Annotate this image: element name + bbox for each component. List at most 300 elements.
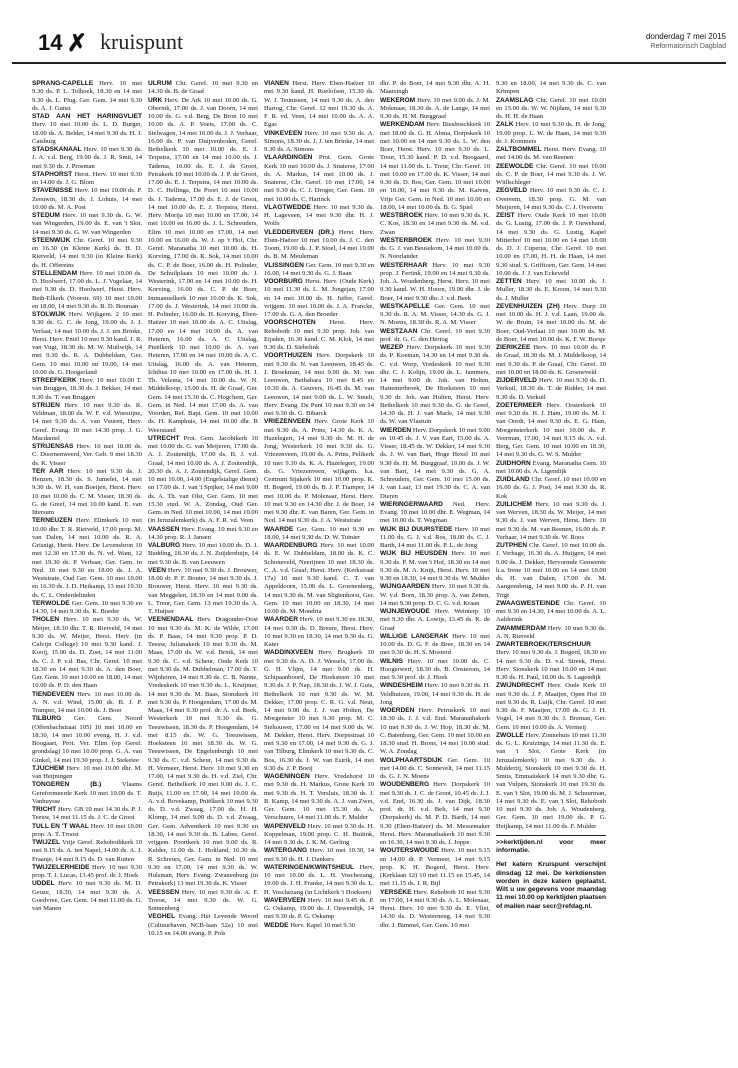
service-times: Herv. Rehoboth 10 mei 9.30 en 17.00, 14 mei 9.30 ds. A. L. Molenaar, Herst. Herv. 10 mei 9.30 ds. E. Vliet, 14.30 ds. D. Westerneng, 14 mei 9.30 dhr. J. Bimmel, Ger. Gem. 10 mei	[380, 888, 490, 929]
kerktijden-link[interactable]: >>kerktijden.nl voor meer informatie.	[496, 838, 606, 854]
listing-entry	[32, 171, 142, 188]
service-times: Chr. Geref. 10 mei 9.30 prof. dr. G. C. den Hertog	[380, 327, 490, 343]
place-name: TWIJZEL	[32, 839, 61, 846]
listing-entry	[32, 402, 142, 443]
listing-entry	[264, 616, 374, 649]
service-times: Herv. Grote Kerk 10 mei 9.30 ds. A. Prins, 14.30 ds. K. A. Hazelegert, 14 mei 9.30 ds. M. H. de Jong, Westerkerk 10 mei 9.30 ds. G. Vriezenveen, 19.00 ds. A. Prins, Pelikerk 10 mei 9.30 ds. K. A. Hazelegert, 19.00 ds. G. Vriezenveen, wijkgem. h.a. Centrum Sijakerk 10 mei 10.00 prop. K. H. Bogerd, 19.00 ds. B. J. P. Tramper, 14 mei 10.00 ds. P. Molenaar, Herst. Herv. 10 mei 9.30 en 14.30 dhr. J. de Boer, 14 mei 9.30 dhr. E. van Baren, Ger. Gem. in Ned. 14 mei 9.30 ds. J. A. Weststrate	[264, 418, 374, 525]
listing-entry	[264, 262, 374, 279]
place-name: WAARDENBURG	[264, 542, 318, 549]
service-times: Prot. Gem. Grote Kerk 10 mei 10.00 ds. J. Snaterse, 17.00 ds. A. Markus, 14 mei 10.00 ds. J. Snaterse, Chr. Geref. 10 mei 17.00, 14 mei 9.30 ds. C. J. Droger, Ger. Gem. 10 mei 10.00 ds. C. Harinck	[264, 154, 374, 203]
service-times: Herv. 10 mei 9.15 en 14.00 dr. P. Vermeer, 14 mei 9.15 prop. K. H. Bogerd, Herst. Herv. (Kerklaan 12) 10 mei 11.15 en 15.45, 14 mei 11.15 ds. J. R. Bijl	[380, 847, 490, 888]
publication-notice: Het katern Kruispunt verschijnt dinsdag 12 mei. De kerkdiensten worden in deze katern geplaatst. Wilt u uw gegevens voor maandag 11 mei 10.00 op kerktijden plaatsen of mailen naar secr@refdag.nl.	[496, 861, 606, 910]
service-times: Herv. Oude Kerk 10 mei 10.00 ds. G. Lustig, 17.00 ds. J. P. Ouwehand, 14 mei 9.30 ds. G. Lustig, Kapel Mitterhof 10 mei 10.00 en 14 mei 10.00 ds. D. J. Cuperus, Chr. Geref. 10 mei 10.00 en 17.00, H. H. de Haan, 14 mei 9.30 stud. S. Griffioen, Ger. Gem. 14 mei 10.00 ds. J. J. van Eckeveld	[496, 212, 606, 277]
service-times: Herv. 10 mei 10.00 ds. P. Zeeuwin, 18.30 ds. J. Lohuis, 14 mei 10.00 ds. M. A. Post	[32, 187, 142, 211]
place-name: VLISSINGEN	[264, 261, 304, 269]
service-times: Herv. 10 mei 10.00 ds. D. G. F. de Bree, 18.30 en 14 mei 9.30 ds. H. S. Mosterd	[380, 632, 490, 657]
listing-entry	[32, 691, 142, 716]
place-name: VOORSCHOTEN	[264, 319, 316, 327]
service-times: Evang. Het Levende Woord (Cultuurhaven NCB-laan 52a) 10 mei 10.15 en 14.00 evang. P. Pols	[148, 913, 258, 937]
listing-entry	[380, 550, 490, 583]
service-times: Evang. Maranatha Gem. 10 mei 10.00 ds. A. Ligendijk	[496, 459, 606, 475]
place-name: STELLENDAM	[32, 269, 78, 277]
place-name: STEENWIJK	[32, 236, 71, 244]
listing-entry	[32, 113, 142, 146]
listing-entry	[32, 880, 142, 913]
place-name: URK	[148, 96, 163, 104]
place-name: WILLIGE LANGERAK	[380, 632, 449, 640]
listing-entry	[148, 616, 258, 888]
listing-entry	[496, 303, 606, 344]
listing-entry	[496, 732, 606, 831]
place-name: TWIJZELERHEIDE	[32, 863, 90, 871]
place-name: WESTERHAAR	[380, 261, 428, 269]
listing-entry	[32, 270, 142, 311]
place-name: VINKEVEEN	[264, 129, 303, 137]
service-times: Herv. 10 mei 9.30 ds. W. v.d. Born, 18.30 prop. A. van Zetten, 14 mei 9.30 prop. D. C. G. v.d. Kraan	[380, 583, 490, 607]
place-name: WESTBROEK	[380, 212, 423, 219]
listing-entry	[264, 649, 374, 773]
listing-entry	[496, 121, 606, 146]
service-times: Herv. Dorpskerk 10 mei 9.30 ds. P. Koeman, 14.30 en 14 mei 9.30 ds. C. v.d. Worp, Vredeskerk 10 mei 9.30 dhr. C. J. Kolijn, 19.00 ds. L. Jammers, 14 mei 9.00 dr. Joh. van Holten, Hattemerbroek, De Hoeksteen 10 mei 9.30 dr. Joh. van Holten, Herst. Herv. Bethelkerk 10 mei 9.30 ds. G. de Greef, 14.30 ds. H. J. van Marle, 14 mei 9.30 ds. W. van Vlastuin	[380, 344, 490, 426]
listing-entry	[32, 468, 142, 518]
listing-entry	[496, 146, 606, 163]
place-name: ZWAMMERDAM	[496, 624, 546, 632]
service-times: Herst. Herv. Rehoboth 10 mei 9.30 prop. Joh. van Eijsden, 16.30 kand. C. M. Klok, 14 mei 9.30 ds. D. Siebelink	[264, 319, 374, 351]
listing-entry	[264, 526, 374, 543]
listing-entry	[380, 80, 490, 97]
service-times: Ger. Gem. 10 mei 9.30 en 14.30, 14 mei 9.30 ds. K. Boeder	[32, 599, 142, 615]
listing-column	[496, 80, 606, 1060]
service-times: Chr. Geref. 10 mei 9.30 en 14.30, 14 mei 10.00 ds. A. L. Aalderink	[496, 599, 606, 624]
service-times: Herv. Wijkgem. 2 10 mei 9.30 ds. G. C. de Jong, 19.00 ds. J. J. Verlaat, 14 mei 10.00 ds. J. J. ten Brinke, Herst. Herv. Pniël 10 mei 9.30 kand. J. R. van Vugt, 18.30 ds. M. W. Muilwijk, 14 mei 9.30 ds. R. A. Dubbeldam, Ger. Gem. 10 mei 10.00 en 19.00, 14 mei 10.00 ds. G. Hoogerland	[32, 311, 142, 376]
place-name: WOUTERSWOUDE	[380, 847, 439, 855]
place-name: WOLPHAARTSDIJK	[380, 756, 443, 764]
service-times: Herv. 10 mei 9.30 ds. D. Verkuil, 18.30 ds. T. de Ridder, 14 mei 9.30 ds. D. Verkuil	[496, 377, 606, 401]
listing-entry	[380, 583, 490, 608]
listing-entry	[32, 765, 142, 782]
service-times: Herv. Brugkerk 10 mei 9.30 ds. A. D. J. Wessels, 17.00 ds. G. H. Vlijm, 14 mei 9.00 ds. H. Schipaanboord, De Hoeksteen 10 mei 9.30 ds. J. P. Nap, 18.30 ds. J. W. J. Guis, Bethelkerk 10 mei 9.30 ds. W. M. Dekker, 17.00 prop. C. R. G. v.d. Neut, 14 mei 9.00 ds. J. J. van Holten, De Morgenster 10 mei 9.30 prop. M. C. Stehouwer, 17.00 en 14 mei 9.00 ds. W. M. Dekker, Herst. Herv. Dorpsstraat 10 mei 9.30 en 17.00, 14 mei 9.30 ds. G. J. van Tilburg, Elimkerk 10 mei 9.30 ds. C. Bos, 16.30 ds. J. W. van Estrik, 14 mei 9.30 ds. J. P. Boeij	[264, 649, 374, 772]
listing-entry	[264, 847, 374, 864]
listing-entry	[32, 517, 142, 600]
listing-entry	[380, 682, 490, 707]
listing-entry	[380, 212, 490, 237]
service-times: Herv. Oude Kerk 10 mei 9.30 ds. J. F. Maaijen, Open Hof 10 mei 9.30 ds. R. Luijk, Chr. Geref. 10 mei 9.30 ds. F. Maaijen, 17.00 ds. G. J. H. Vogel, 14 mei 9.30 ds. J. Breman, Ger. Gem. 10 mei 10.00 ds. A. Vermeij	[496, 682, 606, 731]
service-times: Herv. 10 mei 9.30 ds. A. N. Rietveld	[496, 624, 606, 640]
place-name: WAARDE	[264, 525, 294, 533]
listing-entry	[32, 187, 142, 212]
place-name: WIJNJEWOUDE	[380, 608, 430, 615]
listing-entry	[264, 154, 374, 204]
header-divider	[12, 62, 726, 64]
listing-entry	[32, 146, 142, 171]
place-name: YERSEKE	[380, 888, 412, 896]
service-times: Herv. Vredehorst 10 mei 9.30 ds. H. Markus, Grote Kerk 10 mei 9.30 ds. H. T. Versluis, 18.30 ds. J. B. Kamp, 14 mei 9.30 ds. A. J. van Zwet, Ger. Gem. 10 mei 15.30 ds. A. Verschuure, 14 mei 11.00 ds. F. Mulder	[264, 773, 374, 822]
service-times: Herv. 10 mei 9.30 ds. J. van Werven, 18.30 ds. W. Meijer, 14 mei 9.30 ds. J. van Werven, Herst. Herv. 10 mei 9.30 ds. M. van Reenen, 16.00 ds. P. Verhaar, 14 mei 9.30 ds. W. Roos	[496, 500, 606, 541]
listing-entry	[380, 344, 490, 427]
place-name: VLAGTWEDDE	[264, 203, 311, 211]
place-name: WOERDEN	[380, 707, 415, 714]
service-times: Herv. 10 mei 10.00 prop. A. T. Troost	[32, 822, 142, 838]
service-times: Herst. Herv. Eben-Haëzer 10 mei 9.30 kand. H. Roelofsen, 15.30 ds. W. J. Teunissen, 14 mei 9.30 ds. A. den Hartog, Chr. Geref. 12 mei 19.30 ds. A. F. R. vd. Veen, 14 mei 10.00 ds. A. A. Egas	[264, 80, 374, 129]
service-times: Herv. 10 mei 10.00 ds. L. D. Burger, 18.00 ds. A. Belder, 14 mei 9.30 ds. H. J. Catsburg	[32, 121, 142, 145]
place-name: VRIEZENVEEN	[264, 418, 311, 426]
listing-entry	[148, 913, 258, 938]
section-logo-icon: ✗	[67, 30, 88, 57]
place-name: WIJK BIJ DUURSTEDE	[380, 525, 453, 533]
listing-entry	[496, 344, 606, 377]
listing-entry	[32, 839, 142, 864]
place-name: WESTZAAN	[380, 327, 418, 335]
listing-entry	[32, 212, 142, 237]
place-name: WIERINGERWAARD	[380, 500, 443, 508]
service-times: Chr. Geref. 10 mei 10.00 en 15.00 ds. W. W. Nijdam, 14 mei 9.30 ds. H. H. de Haan	[496, 96, 606, 120]
listing-entry	[264, 922, 374, 930]
service-times: Herv. De Ark 10 mei 10.00 ds. G. Oberink, 17.00 ds. J. van Doorn, 14 mei 10.00 ds. G. v.d. Berg, De Bron 10 mei 10.00 ds. A. P. Voets, 17.00 ds. C. Stelwagen, 14 mei 10.00 ds. J. J. Verhaar, 16.00 ds. P. van Duijvenboden, Geref. Bethelkerk 10 mei 10.00 ds. E. J. Terpstra, 17.00 en 14 mei 10.00 ds. J. Tadema, 16.00 ds. E. J. de Groot, Petrakerk 10 mei 10.00 ds. J. P. de Groot, 17.00 ds. E. J. Terpstra, 14 mei 10.00 ds. D. C. Hellinga, De Poort 10 mei 10.00 ds. J. Tadema, 17.00 ds. E. J. de Groot, 14 mei 10.00 ds. E. J. Terpstra, Herst. Herv. Morija 10 mei 10.00 en 17.00, 14 mei 10.00 en 16.00 ds. J. L. Schreuders, Elim 10 mei 10.00 en 17.00, 14 mei 10.00 en 16.00 ds. W. J. op 't Hof, Chr. Geref. Maranatha 10 mei 10.00 ds. H. Korving, 17.00 ds. K. Sok, 14 mei 10.00 ds. C. P. de Boer, 16.00 ds. H. Polinder, De Schuilplaats 10 mei 10.00 ds. J. Westerink, 17.00 en 14 mei 10.00 ds. H. Korving, 16.00 ds. C. P. de Boer, Immanuelkerk 10 mei 10.00 ds. K. Sok, 17.00 ds. J. Westerink, 14 mei 10.00 ds. H. Polinder, 16.00 ds. H. Korving, Eben-Haëzer 10 mei 10.00 ds. A. C. Uitslag, 17.00 en 14 mei 10.00 ds. A. van Heteren, 16.00 ds. A. C. Uitslag, Pniëlkerk 10 mei 10.00 ds. A. van Heteren, 17.00 en 14 mei 10.00 ds. A. C. Uitslag, 16.00 ds. A. van Heteren, Ichthus 10 mei 10.00 en 17.00 ds. H. J. Th. Velema, 14 mei 10.00 ds. W. N. Middelkoop, 15.00 ds. H. de Graaf, Ger. Gem. 14 mei 15.30 ds. C. Hogchem, Ger. Gem. in Ned. 14 mei 17.00 ds. A. van Voorden, Ref. Bapt. Gem. 10 mei 10.00 ds. H. Kamphuis, 14 mei 10.00 dhr. R Weerstand	[148, 96, 258, 434]
place-name: WATERGANG	[264, 847, 308, 855]
service-times: Herv. Petruskerk 10 mei 18.30 ds. J. J. v.d. End. Maranathakerk 10 mei 9.30 ds. J. W. Hop, 18.30 ds. M. C. Batenburg, Ger. Gem. 10 mei 10.00 en 18.30 stud. H. Brons, 14 mei 10.00 stud. W. A. Zondag	[380, 707, 490, 756]
service-times: Herv. 10 mei 10.00 ds. J. Muller, 18.30 ds. E. Kroon, 14 mei 9.30 ds. J. Muller	[496, 278, 606, 302]
listing-entry	[148, 567, 258, 617]
service-times: Herv. 10 mei 9.30 ds. J. Bogerd, 18.30 en 14 mei 9.30 ds. D. v.d. Streek, Herst. Herv. Sionskerk 10 mei 10.00 en 14 mei 9.30 ds. H. Paul, 18.00 ds. S. Lagendijk	[496, 649, 606, 681]
place-name: VAASSEN	[148, 525, 180, 533]
service-times: Herv. 10 mei 9.30 ds. A. Simons, 18.30 ds. J. J. ten Brinke, 14 mei 9.30 ds. A. Simons	[264, 129, 374, 153]
listing-entry	[264, 773, 374, 823]
service-times: Chr. Geref. 10 mei 9.30 en 16.30 (in Kleine Kerk) ds. H. D. Rietveld, 14 mei 9.30 (in Kleine Kerk) ds. H. Offereins	[32, 236, 142, 269]
service-times: Vrije Geref. Rehobothkerk 10 mei 9.15 ds. A. ten Napel, 14.00 ds. A. J. Fraanje, 14 mei 9.15 ds. D. van Ruiten	[32, 839, 142, 863]
service-times: Herv. 10 mei 9.30 ds. W. Meijer, 18.30 dhr. T. R. Rietveld, 14 mei 9.30 ds. W. Meijer, Herst. Herv. (in Calvijn College) 10 mei 9.30 kand. J. Kooij, 15.00 ds. D. Zoet, 14 mei 11.00 ds. C. J. P. v.d. Bas, Chr. Geref. 10 mei 18.30 en 14 mei 9.30 ds. A. den Boer, Ger. Gem. 10 mei 10.00 en 18.00, 14 mei 10.00 ds. P. D. den Haan	[32, 616, 142, 690]
listing-entry	[32, 823, 142, 840]
listing-entry	[264, 352, 374, 418]
place-name: THOLEN	[32, 616, 60, 624]
service-times: Chr. Geref. 10 mei 9.30 en 14.30 ds. B. de Graaf	[148, 80, 258, 96]
service-times: Herv. 10 mei 9.45 ds. P. G. Oskamp, 19.00 ds. J. Ouwendijk, 14 mei 9.30 ds. P. G. Oskamp	[264, 896, 374, 921]
service-times: Herv. Dorpskerk 10 mei 9.00 en 10.45 ds. J. V. van Eart, 15.00 ds. A. Visser, 18.45 ds. W. Dekker, 14 mei 9.30 ds. J. W. van Bart, Hoge Hexel 10 mei 9.30 ds. H. M. Burggraaf, 19.00 ds. J. W. van Bart, 14 mei 9.30 ds. G. A. Schreuders, Ger. Gem. 10 mei 15.00 ds. J. van Laar, 13 mei 19.30 ds. C. A. van Dieren	[380, 426, 490, 500]
place-name: ULRUM	[148, 80, 172, 87]
listing-entry	[380, 889, 490, 930]
place-name: UTRECHT	[148, 434, 180, 442]
place-name: TER AAR	[32, 467, 64, 475]
listing-entry	[380, 526, 490, 551]
service-times: Herst. Herv. 10 mei 9.30 en 14.00 ds. J. G. Blom	[32, 170, 142, 186]
service-times: Herv. 10 mei 10.00 ds. D. Hoolwerf, 17.00 ds. L. J. Vogelaar, 14 mei 9.30 ds. D. Hoolwerf, Herst. Herv. Beth-Elkerk (Voorstr. 69) 10 mei 10.00 en 18.00, 14 mei 9.30 ds. B. D. Bouman	[32, 269, 142, 310]
service-times: Herv. 10 mei 9.30 prop. T. J. Lucas, 13.45 prof. dr. J. Hoek	[32, 863, 142, 879]
service-times: Herv. 10 mei 10.00 ds. E. W. Dubbeldam, 18.00 ds. K. C. Schoneveld, Neerijnen 10 mei 18.30 ds. C. A. v.d. Graaf, Herst. Herv. (Kerkstraat 17a) 10 mei 9.30 kand. C. T. van Appeldoorn, 15.00 ds. L. Groenenberg, 14 mei 9.30 ds. M. van Sligtenhorst, Ger. Gem. 10 mei 10.00 en 18.30, 14 mei 10.00 ds. M. Mondria	[264, 542, 374, 615]
service-times: Herv. 10 mei 9.30 ds. H. Koppelman, 19.00 prop. C. H. Buitink, 14 mei 9.30 ds. J. K. M. Gerling	[264, 822, 374, 846]
listing-entry	[380, 262, 490, 303]
service-times: Herv. 10 mei 9.30 en 18.30, 14 mei 9.30 ds. D. Breure, Herst. Herv. 10 mei 9.30 en 18.30, 14 mei 9.30 ds. G. Kater	[264, 616, 374, 648]
service-times: Herv. 10 mei 9.30 ds. J. Henzen, 18.30 ds. S. Jumelet, 14 mei 9.30 ds. W. H. van Boeijen, Herst. Herv. 10 mei 10.00 ds. C. M. Visser, 18.30 ds. G. de Greef, 14 mei 10.00 kand. E. van Ittersum	[32, 467, 142, 516]
place-name: TERNEUZEN	[32, 517, 73, 525]
listing-entry	[380, 121, 490, 212]
service-times: Herv. 10 mei 9.00 ds. J. M. Molenaar, 18.30 ds. A. de Lange, 14 mei 9.30 ds. H. M. Burggraaf	[380, 96, 490, 120]
listing-entry	[32, 311, 142, 377]
listing-entry	[32, 377, 142, 402]
service-times: Herst. Herv. (Oude Kerk) 10 mei 11.30 ds. L. M. Jongejan, 17.00 en 14 mei 10.00 ds. H. Juffer, Geref. vrijgem. 10 mei 10.00 ds. J. A. Francke, 17.00 ds. G. A. den Broeder	[264, 278, 374, 318]
place-name: VEGHEL	[148, 913, 176, 921]
place-name: VEESSEN	[148, 888, 180, 896]
place-name: TRICHT	[32, 806, 57, 813]
listing-entry	[32, 864, 142, 881]
place-name: VEEN	[148, 566, 166, 574]
listing-entry	[380, 633, 490, 658]
section-title: kruispunt	[100, 29, 184, 54]
place-name: TILBURG	[32, 715, 62, 723]
service-times: Ger. Gem. Noord (Offenbachstraat 105) 10 mei 10.00 en 18.30, 14 mei 10.00 eveng. H. J. v.d. Boogaart, Prot. Ver. Elim (op Geref. grondslag) 10 mei 10.00 prop. G. A. van Ginkel, 14 mei 19.30 prop. J. J. Steketee	[32, 715, 142, 764]
service-times: Herv. 10 mei 10.00 ds. A. N. v.d. Wind, 15.00 ds. B. J. P. Tramper, 14 mei 10.00 ds. J. Boer	[32, 690, 142, 714]
service-times: Herv. Oosterkerk 10 mei 9.30 ds. H. J. Ham, 19.00 ds. M. J. van Oordt, 14 mei 9.30 ds. E. G. Ham, Morgensterkerk 10 mei 10.00 ds. P. Veerman, 17.00, 14 mei 9.15 ds. A. v.d. Berg, Ger. Gem. 10 mei 10.00 en 18.30, 14 mei 9.30 ds. G. W. S. Mulder	[496, 401, 606, 459]
listing-entry	[496, 278, 606, 303]
listing-entry	[148, 889, 258, 914]
place-name: WESTERBROEK	[380, 236, 433, 244]
place-name: WILNIS	[380, 657, 404, 665]
listing-entry	[380, 97, 490, 122]
place-name: WAPENVELD	[264, 822, 306, 830]
service-times: Ger. Gem. 10 mei 9.30 ds. R. A. M. Visser, 14.30 ds. G. J. N. Moens, 18.30 ds. R. A. M. Visser	[380, 302, 490, 327]
place-name: ZWOLLE	[496, 731, 524, 739]
place-name: ZUIDLAND	[496, 476, 530, 483]
service-times: Herv. 10 mei 9.30 ds. H. Veldhuizen, 19.00, 14 mei 9.30 ds. H. de Jong	[380, 682, 490, 706]
service-times: Prot. Gem. Jacobikerk 10 mei 10.00 ds. G. van Meijeren, 17.00 ds. A. J. Zoutendijk, 17.00 ds. B. J. v.d. Graaf, 14 mei 10.00 ds. A. J. Zoutendijk, 20.30 ds. A. J. Zoutendijk, Geref. Gem. 10 mei 10.00, 14.00 (Engelstalige dienst) en 17.00 ds. J. van 't Spijker, 14 mei 9.00 ds. A. Th. van Olst, Ger. Gem. 10 mei 15.30 stud. W. A. Zondag, Oud Ger. Gem. in Ned. 10 mei 10.00, 14 mei 10.00 (in Jeruzalemkerk) ds. A. F. R. vd. Veen	[148, 434, 258, 525]
place-name: VLEDDERVEEN (DR.)	[264, 228, 335, 236]
page-number: 14	[38, 30, 63, 55]
listing-entry	[264, 80, 374, 130]
place-name: VLAARDINGEN	[264, 154, 313, 162]
listing-entry	[32, 80, 142, 113]
service-times: Herv. Kapel 10 mei 9.30	[290, 921, 355, 929]
listing-entry	[264, 130, 374, 155]
listing-entry	[496, 187, 606, 212]
service-times: Herst. Herv. Evang. 10 mei 14.00 ds. M. van Reenen	[496, 146, 606, 162]
place-name: WIJNGAARDEN	[380, 583, 430, 591]
service-times: Herv. 10 mei 9.30 ds. K. C. Kos, 18.30 en 14 mei 9.30 ds. M. v.d. Zwan	[380, 212, 490, 236]
service-times: Herv. 10 mei 10.00 ds. L. H. Voschezang, 19.00 ds. J. H. Franke, 14 mei 9.30 ds. L. H. Voschezang (in Lichtkerk 't Hoeksen)	[264, 863, 374, 896]
listing-entry	[496, 163, 606, 188]
listing-entry	[496, 402, 606, 460]
listing-entry	[148, 542, 258, 567]
service-times: Herv. Dorpskerk 10 mei 9.30 ds. J. C. de Groot, 10.45 ds. J. J. v.d. End, 16.30 ds. J. van Dijk, 18.30 prof. dr. H. v.d. Belt, 14 mei 9.30 (Dorpskerk) ds. M. P. D. Barth, 14 mei 9.30 (Eben-Haëzer) ds. M. Messemaker Herst. Herv. Maranathakerk 10 mei 9.30 en 16.30, 14 mei 9.30 ds. J. Joppe	[380, 781, 490, 846]
place-name: WEKEROM	[380, 96, 416, 104]
service-times: Herst. Herv. Eben-Haëzer 10 mei 10.00 ds. J. C. den Toom, 19.00 ds. J. P. Stoel, 14 mei 10.00 ds. B. M. Meuleman	[264, 228, 374, 261]
listing-entry	[32, 237, 142, 270]
place-name: STAVENISSE	[32, 187, 73, 195]
place-name: STREEFKERK	[32, 377, 77, 384]
service-times: Herv. 10 mei 10.00 T. van Bruggen, 18.30 ds. J. Bekker, 14 mei 9.30 ds. T. van Bruggen	[32, 377, 142, 401]
listing-entry	[32, 600, 142, 617]
listing-entry	[264, 542, 374, 616]
service-times: Herv. 10 mei 9.30 ds. J. A. v.d. Berg, 19.00 ds. J. R. Smit, 14 mei 9.30 ds. J. Prosman	[32, 146, 142, 170]
place-name: ZUTPHEN	[496, 542, 528, 549]
listing-entry	[496, 80, 606, 97]
listing-column	[264, 80, 374, 1060]
place-name: WAGENINGEN	[264, 773, 310, 780]
service-times: Herv. Evang. 10 mei 9.30 en 14.30 prop. R. J. Jansen	[148, 525, 258, 541]
listing-column	[148, 80, 258, 1060]
place-name: SPRANG-CAPELLE	[32, 80, 94, 87]
service-times: Herv. 10 mei 9.30 ds. M. D. Geuze, 18.30, 14 mei 9.30 ds. A. Goedvree, Ger. Gem. 14 mei 11.00 ds. G. van Manen	[32, 880, 142, 912]
place-name: STRIJENSAS	[32, 443, 74, 450]
listing-entry	[32, 715, 142, 765]
newspaper-name: Reformatorisch Dagblad	[650, 43, 726, 50]
service-times: Herv. 10 mei 10.00 ds. C. Hoogerwerf, 18.30 ds. B. Oosterom, 14 mei 9.30 prof. dr. J. Hoek	[380, 657, 490, 681]
place-name: WEDDE	[264, 921, 289, 929]
place-name: WINDESHEIM	[380, 682, 423, 690]
service-times: Herv. Dorp 10 mei 10.00 ds. H. J. v.d. Laan, 19.00 ds. W. de Bruin, 14 mei 10.00 ds. M. de Boer, Oud-Verlaat 10 mei 10.00 ds. M. de Boer, 14 mei 10.00 ds. K. F. W. Borsje	[496, 302, 606, 343]
service-times: Herv. 10 mei 9.30 ds. P. M. van 't Hof, 18.30 en 14 mei 9.30 ds. M. A. Knijt, Herst. Herv. 10 mei 9.30 en 18.30, 14 mei 9.30 ds. W. Mulder	[380, 550, 490, 582]
listing-entry	[496, 460, 606, 477]
page-header	[12, 26, 726, 60]
place-name: WATERINGEN/KWINTSHEUL	[264, 863, 354, 871]
place-name: WIERDEN	[380, 426, 412, 434]
place-name: ZEIST	[496, 212, 515, 219]
listing-entry	[264, 319, 374, 352]
service-times: Herv. 10 mei 9.30 ds. A. F. Troost, 14 mei 9.30 ds. W. G. Sonnenberg	[148, 888, 258, 912]
listing-entry	[380, 608, 490, 633]
place-name: ZUIDHORN	[496, 459, 531, 467]
listing-entry	[32, 616, 142, 690]
service-times: Chr. Geref. 10 mei 10.00 ds. J. Verhage, 16.30 ds. A. Huijgen, 14 mei 9.00 ds. J. Dekker, Hervormde Gemeente h.a. Irene 10 mei 10.00 en 14 mei 10.00 ds. H. van Dalen, 17.00 ds. M. Aangeenbrug, 14 mei 9.00 ds. P. H. van Trigt	[496, 542, 606, 599]
service-times: Chr. Geref. 10 mei 10.00 en 16.00 ds. G. J. Post, 14 mei 9.30 ds. R. Kok	[496, 476, 606, 500]
service-times: 9.30 en 18.00, 14 mei 9.30 ds. C. van Krimpen	[496, 80, 606, 96]
listing-entry	[32, 806, 142, 823]
service-times: Herv. 10 mei 9.30 ds. C. J. Overeem, 18.30 prop. G. M. van Meijeren, 14 mei 9.30 ds. C. J. Overeem	[496, 187, 606, 211]
listing-entry	[148, 97, 258, 435]
listing-entry	[496, 501, 606, 542]
service-times: Herv. 10 mei 9.30 prop. J. Fertink, 19.00 en 14 mei 9.30 ds. Joh. A. Woudenberg, Herst. Herv. 10 mei 9.30 kand. W. H. Hoorn, 19.00 dhr. J. de Boer, 14 mei 9.30 dhr. J. v.d. Beek	[380, 261, 490, 302]
service-times: Chr. Geref. 10 mei 10.00 ds. C. P. de Boer, 14 mei 9.30 ds. J. W. Wüllschleger	[496, 162, 606, 186]
service-times: Herv. Elimkerk 10 mei 10.00 dhr. T. R. Rietveld, 17.00 prop. M. van Dalen, 14 mei 10.00 ds. R. A. Grisnigt, Herst. Herv. De Levensbron 10 mei 12.30 en 17.30 ds. N. vd. Want, 12 mei 19.30 ds. P. Verhaar, Ger. Gem. in Ned. 10 mei 9.30 en 18.00 ds. J. A. Weststrate, Oud Ger. Gem. 10 mei 10.00 en 16.30 ds. J. D. Heikamp, 13 mei 19.30 ds. C. L. Onderdelinden	[32, 517, 142, 599]
service-times: Herv. 10 mei 9.30 ds. R. Veldman, 18.00 ds. W. F. v.d. Woestijne, 14 mei 9.30 ds. A. van Vuuren, Herv. Geref. Evang. 10 mei 14.30 prop. J. G. Macdaniel	[32, 401, 142, 442]
place-name: ZIJDERVELD	[496, 377, 537, 384]
listing-entry	[148, 526, 258, 543]
place-name: STRIJEN	[32, 401, 60, 409]
service-times: Vlaams Gereformeerde Kerk 10 mei 10.00 ds. T. Vanhuysse	[32, 781, 142, 805]
place-name: UDDEL	[32, 880, 55, 888]
place-name: VEENENDAAL	[148, 616, 194, 624]
place-name: ZALTBOMMEL	[496, 146, 542, 153]
listing-entry	[496, 682, 606, 732]
place-name: VIANEN	[264, 80, 289, 87]
service-times: Herv. 10 mei 11.00 ds. G. J. v.d. Ros, 18.00 ds. C. J. Barth, 14 mei 11.00 ds. P. L. de Jong	[380, 525, 490, 549]
listing-entry	[380, 328, 490, 345]
service-times: Herv. Weinterp 10 mei 9.30 dhr. A. Lowijs, 13.45 ds. K. de Graaf	[380, 608, 490, 632]
listing-entry	[496, 641, 606, 682]
listing-entry	[32, 781, 142, 806]
place-name: STEDUM	[32, 212, 60, 219]
place-name: ZWIJNDRECHT	[496, 682, 544, 690]
listing-column	[380, 80, 490, 1060]
place-name: ZEGVELD	[496, 187, 528, 195]
place-name: VOORTHUIZEN	[264, 352, 312, 360]
service-times: Herv. 10 mei 9.30 ds. H. de Jong, 19.00 prop. L. W. de Haan, 14 mei 9.30 dr. J. Kommers	[496, 121, 606, 145]
listing-entry	[380, 501, 490, 526]
place-name: WOUDENBERG	[380, 781, 430, 789]
listing-entry	[380, 781, 490, 847]
service-times: Herv. Dragonder-Oost 10 mei 9.30 ds. M. K. de Wilde, 17.00 ds. P. Baas, 14 mei 9.30 prop. P. D. Teeuw, Julianakerk 10 mei 9.30 ds. M. Maas, 17.00 ds. W. v.d. Brink, 14 mei 9.30 ds. C. v.d. Scheur, Oude Kerk 10 mei 9.30 ds. M. Dubbelman, 17.00 ds. T. Wijnhoren, 14 mei 9.30 ds. C. B. Nanne, Vredeskerk 10 mei 9.30 ds. L. Kruijmer, 14 mei 9.30 ds. M. Baas, Sionskerk 10 mei 9.30 ds. P. Hoogendam, 17.00 ds. M. Maas, 14 mei 9.30 prof. dr. A. v.d. Beek, Westerkerk 10 mei 9.30 ds. G. Teeuwissen, 18.30 ds. P. Hoogendam, 14 mei 8.15 ds. W. G. Teeuwissen, Hoeksteen 10 mei 18.30 ds. W. G. Teeuwissen, De Engelenburgh 10 mei 9.30 ds. C. v.d. Scheur, 14 mei 9.30 ds. H. Vermeer, Herst. Herv. 10 mei 9.30 en 17.00, 14 mei 9.30 ds. H. v.d. Ziel, Chr. Geref. Bethelkerk 10 mei 9.00 ds. J. C. Buijs, 11.00 en 17.00, 14 mei 10.00 ds. A. v.d. Bovekamp, Pniëlkerk 10 mei 9.30 ds. D. v.d. Zwaag, 17.00 ds. H. H. Klomp, 14 mei 9.00 ds. D. v.d. Zwaag, Ger. Gem. Adventkerk 10 mei 9.30 en 18.30, 14 mei 9.30 ds. B. Labee, Geref. vrijgem. Poortkerk 10 mei 9.00 ds. R. Kelder, 11.00 ds. J. Holtland, 16.30 ds. R. Schreurs, Ger. Gem. in Ned. 10 mei 9.30 en 17.00, 14 mei 9.30 ds. W. Hulsman, Herv. Evang. Zwanenburg (in Petrakerk) 13 mei 19.30 ds. K. Visser	[148, 616, 258, 888]
service-times: Ned. Herv. Evang. 10 mei 10.00 dhr. E. Wegman, 14 mei 10.00 ds. T. Wegman	[380, 500, 490, 525]
service-times: Herv. 10 mei 19.00 dhr. M. van Heijningen	[32, 764, 142, 780]
service-times: Herv. 10 mei 9.30 ds. G. W. van Wingerden, 19.00 ds. E. van 't Slot. 14 mei 9.30 ds. G. W. van Wingerden	[32, 212, 142, 236]
place-name: TJUCHEM	[32, 764, 64, 772]
listing-entry	[380, 237, 490, 262]
place-name: TONGEREN (B.)	[32, 781, 102, 789]
service-times: Herv. Zonnehuis 10 mei 11.30 ds. G. L. Kruizinga, 14 mei 11.30 ds. E. van 't Slot, Grote Kerk (in Jeruzalemkerk) 10 mei 9.30 ds. J. Muldertij, Sionskerk 10 mei 9.30 ds. H. Smits, Emmaüskerk 14 mei 9.30 dhr. G. van Vulpen, Sionskerk 10 mei 19.30 ds. E. van 't Slot, 19.00 ds. M. J. Schuurman, 14 mei 9.30 ds. E. van 't Slot, Rehoboth 10 mei 9.30 ds. Joh. A. Woudenberg, Ger. Gem. 10 mei 19.00 ds. P. G. Heijkamp, 14 mei 11.00 ds. F. Mulder	[496, 731, 606, 830]
place-name: STAPHORST	[32, 170, 73, 178]
place-name: WAVERVEEN	[264, 896, 306, 904]
listing-entry	[32, 443, 142, 468]
service-times: Herv. 10 mei 10.00 ds. D. J. Budding, 18.30 ds. J. N. Zuijderduijn, 14 mei 9.30 ds. B. van Leeuwen	[148, 542, 258, 566]
place-name: STOLWIJK	[32, 311, 66, 318]
service-times: Herv. Bieshoschkerk 10 mei 18.00 ds. G. H. Abma, Dorpskerk 10 mei 10.00 en 14 mei 9.30 ds. L. W. den Boer, Herst. Herv. 10 mei 9.30 ds. L. Treur, 15.30 kand. P. D. v.d. Boogaard, 14 mei 11.00 ds. L. Treur, Chr. Geref. 10 mei 10.00 en 17.00 ds. K. Visser, 14 mei 9.30 ds. D. Bos, Ger. Gem. 10 mei 10.00 en 18.00, 14 mei 9.30 ds. M. Karens, Vrije Ger. Gem. in Ned. 10 mei 10.00 en 18.00, 14 mei 10.00 ds. B. G. Spiel	[380, 121, 490, 211]
service-times: Herv. 10 mei 9.30 ds. H. Lageveen, 14 mei 9.30 dhr. H. J. Wolfs	[264, 203, 374, 228]
listing-entry	[264, 229, 374, 262]
listing-entry	[496, 600, 606, 625]
place-name: VOORBURG	[264, 278, 303, 285]
listing-entry	[496, 212, 606, 278]
listing-entry	[380, 658, 490, 683]
listing-entry	[264, 418, 374, 525]
listing-entry	[148, 80, 258, 97]
service-times: dhr. P. de Boer, 14 mei 9.30 dhr. A. H. Maarsingh	[380, 80, 490, 96]
listing-entry	[496, 377, 606, 402]
service-times: Herv. 10 mei 10.00 ds. P. de Graaf, 18.30 ds. M. J. Middelkoop, 14 mei 9.30 ds. P. de Graaf, Chr. Geref. 10 mei 10.00 en 18.00 ds. K. Groeneveld	[496, 344, 606, 376]
listing-entry	[380, 427, 490, 501]
place-name: STAD AAN HET HARINGVLIET	[32, 113, 142, 120]
listing-entry	[264, 278, 374, 319]
listing-entry	[380, 847, 490, 888]
place-name: ZEEWOLDE	[496, 162, 534, 170]
place-name: ZEVENHUIZEN (ZH)	[496, 302, 560, 310]
listing-column	[32, 80, 142, 1060]
place-name: WAARDER	[264, 616, 299, 624]
listing-entry	[496, 476, 606, 501]
listing-entry	[496, 625, 606, 642]
place-name: TERWOLDE	[32, 599, 70, 607]
service-times: Ger. Gem. 10 mei 9.30 en 18.00, 14 mei 9.30 ds. D. W. Tuinier	[264, 525, 374, 541]
place-name: ZIERIKZEE	[496, 344, 531, 351]
listing-entry	[496, 97, 606, 122]
place-name: ZETTEN	[496, 278, 522, 285]
service-times: Herv. 10 mei 9.30 ds. G. J. van Beusekom, 14 mei 10.00 ds. N. Noorlander	[380, 236, 490, 261]
place-name: WERKENDAM	[380, 121, 425, 129]
place-name: WADDINXVEEN	[264, 649, 314, 657]
listing-entry	[380, 303, 490, 328]
place-name: WIJK BIJ HEUSDEN	[380, 550, 448, 558]
service-times: Ger. Gem. 10 mei 14.00 ds. C. Sonnevelt, 14 mei 11.15 ds. G. J. N. Moens	[380, 756, 490, 780]
listing-entry	[380, 757, 490, 782]
place-name: WESTKAPELLE	[380, 302, 430, 310]
service-times: Herv. 10 mei 9.30 ds. P. L. Tolhoek, 18.30 en 14 mei 9.30 ds. L. Plug. Ger. Gem. 14 mei 9.30 ds. A. J. Gunst	[32, 80, 142, 112]
church-listings	[32, 80, 726, 1060]
service-times: Herv. Dorpskerk 10 mei 9.30 ds. N. van Leeuwen, 18.45 ds. J. Broekman, 14 mei 9.00 ds. M. van Leeuwen, Bethabara 10 mei 8.45 en 10.30 ds. A. Geuvers, 16.45 ds. M. van Leeuwen, 14 mei 9.00 ds. L. W. Smelt, Herv. Evang. De Punt 10 mei 9.30 en 14 mei 9.30 ds. G. Biharck	[264, 352, 374, 417]
listing-entry	[148, 435, 258, 526]
service-times: Herv. GB 10 mei 14.30 ds. P. J. Teeuw, 14 mei 11.15 ds. J. C. de Groot	[32, 806, 142, 822]
service-times: Herv. 10 mei 10.30, 14 mei 9.30 ds. H. J. Dankers	[264, 847, 374, 863]
place-name: ZWARTEBROEK/TERSCHUUR	[496, 641, 591, 648]
listing-entry	[264, 823, 374, 848]
place-name: ZAAMSLAG	[496, 96, 534, 104]
place-name: STADSKANAAL	[32, 146, 82, 153]
service-times: Ger. Gem. 10 mei 9.30 en 16.00, 14 mei 9.30 ds. G. J. Baan	[264, 261, 374, 277]
place-name: ZWAAGWESTEINDE	[496, 599, 560, 607]
place-name: ZOETERMEER	[496, 401, 542, 409]
place-name: ZALK	[496, 121, 514, 129]
service-times: Herv. 10 mei 18.00 ds. C. Doornenweerd, Ver. Geb. 9 mei 18.30 ds. K. Visser	[32, 443, 142, 467]
place-name: WEZEP	[380, 344, 404, 351]
issue-date: donderdag 7 mei 2015	[645, 32, 726, 41]
place-name: ZUILICHEM	[496, 500, 532, 508]
listing-entry	[264, 204, 374, 229]
place-name: TIENDEVEEN	[32, 690, 75, 698]
